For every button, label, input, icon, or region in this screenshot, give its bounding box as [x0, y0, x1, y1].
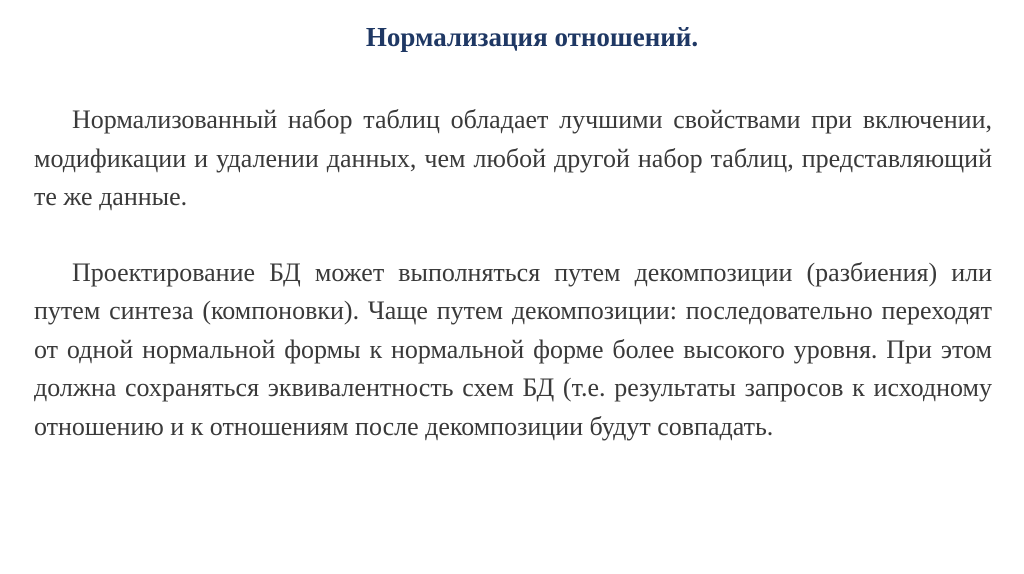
slide-title: Нормализация отношений.: [365, 22, 699, 52]
paragraph-db-design: Проектирование БД может выполняться путем декомпозиции (разбиения) или путем синтеза (компоновки). Чаще путем декомпозиции: последовательно переходят от одной нормальной формы к нормальной форме более высокого уровня. При этом должна сохраняться эквивалентность схем БД (т.е. результаты запросов к исходному отношению и к отношениям после декомпозиции будут совпадать.: [34, 257, 992, 441]
paragraph-normalized-tables: Нормализованный набор таблиц обладает лучшими свойствами при включении, модификации и удалении данных, чем любой другой набор таблиц, представляющий те же данные.: [34, 105, 992, 211]
slide-body: [34, 101, 992, 446]
